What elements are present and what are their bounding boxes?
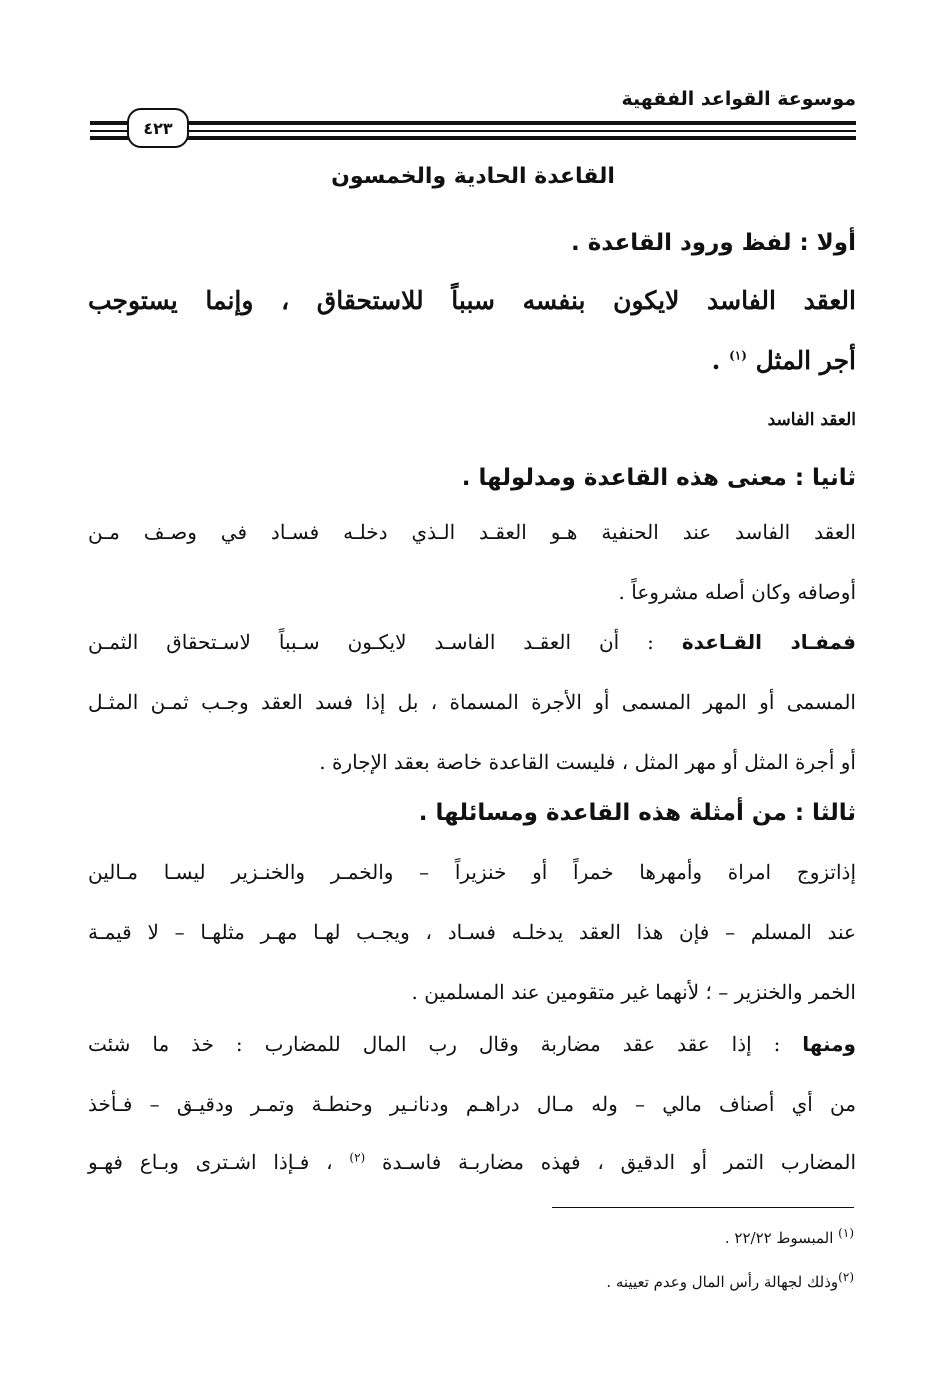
section2-heading: ثانيا : معنى هذه القاعدة ومدلولها . — [461, 465, 856, 491]
page-number: ٤٢٣ — [127, 108, 189, 148]
example2-line1-rest: : إذا عقد عقد مضاربة وقال رب المال للمضارب : خذ ما شئت — [88, 1032, 803, 1056]
footnote-2 — [606, 1270, 854, 1291]
footnote-1-text: المبسوط ٢٢/٢٢ . — [724, 1229, 839, 1247]
meaning-line2: أوصافه وكان أصله مشروعاً . — [618, 580, 856, 604]
footnote-1 — [725, 1226, 854, 1247]
example1-line2: عند المسلم – فإن هذا العقد يدخلـه فسـاد ، ويجـب لهـا مهـر مثلهـا – لا قيمـة — [88, 920, 856, 944]
section3-heading: ثالثا : من أمثلة هذه القاعدة ومسائلها . — [418, 800, 856, 826]
import-line1 — [88, 630, 856, 654]
section1-heading: أولا : لفظ ورود القاعدة . — [570, 230, 856, 256]
example2-line3-b: ، فـإذا اشـترى وبـاع فهـو — [88, 1150, 350, 1174]
rule-title: القاعدة الحادية والخمسون — [331, 164, 615, 189]
meaning-line1: العقد الفاسد عند الحنفية هـو العقـد الـذي دخلـه فسـاد في وصـف مـن — [88, 520, 856, 544]
example2-line3 — [88, 1150, 856, 1174]
footnote-ref-1: (١) — [729, 348, 747, 363]
import-line1-rest: : أن العقـد الفاسـد لايكـون سـبباً لاسـتحقاق الثمـن — [88, 630, 682, 654]
header-rule-bottom — [90, 136, 856, 140]
example2-line2: من أي أصناف مالي – وله مـال دراهـم ودنانـير وحنطـة وتمـر ودقيـق – فـأخذ — [88, 1092, 856, 1116]
import-lead: فمفـاد القـاعدة — [681, 630, 856, 654]
footnote-1-marker: (١) — [838, 1226, 854, 1240]
rule-text-line2-end: . — [711, 346, 730, 375]
rule-text-line1: العقد الفاسد لايكون بنفسه سبباً للاستحقاق ، وإنما يستوجب — [88, 286, 856, 315]
rule-text-line2 — [712, 346, 856, 375]
header-rule-top — [90, 121, 856, 125]
keyword-label: العقد الفاسد — [767, 410, 856, 430]
example2-lead: ومنها — [802, 1032, 856, 1056]
example2-line1 — [88, 1032, 856, 1056]
footnote-2-marker: (٢) — [838, 1270, 854, 1284]
example1-line1: إذاتزوج امراة وأمهرها خمراً أو خنزيراً – والخمـر والخنـزير ليسـا مـالين — [88, 860, 856, 884]
example1-line3: الخمر والخنزير – ؛ لأنهما غير متقومين عند المسلمين . — [411, 980, 856, 1004]
example2-line3-a: المضارب التمر أو الدقيق ، فهذه مضاربـة فاسـدة — [382, 1150, 857, 1174]
import-line2: المسمى أو المهر المسمى أو الأجرة المسماة ، بل إذا فسد العقد وجـب ثمـن المثـل — [88, 690, 856, 714]
rule-text-line2-main: أجر المثل — [755, 346, 856, 375]
header-rule-middle — [90, 130, 856, 132]
footnote-2-text: وذلك لجهالة رأس المال وعدم تعيينه . — [606, 1273, 839, 1291]
footnote-ref-2: (٢) — [349, 1150, 366, 1165]
running-title: موسوعة القواعد الفقهية — [621, 88, 856, 110]
import-line3: أو أجرة المثل أو مهر المثل ، فليست القاعدة خاصة بعقد الإجارة . — [319, 750, 856, 774]
footnote-divider — [552, 1207, 854, 1208]
